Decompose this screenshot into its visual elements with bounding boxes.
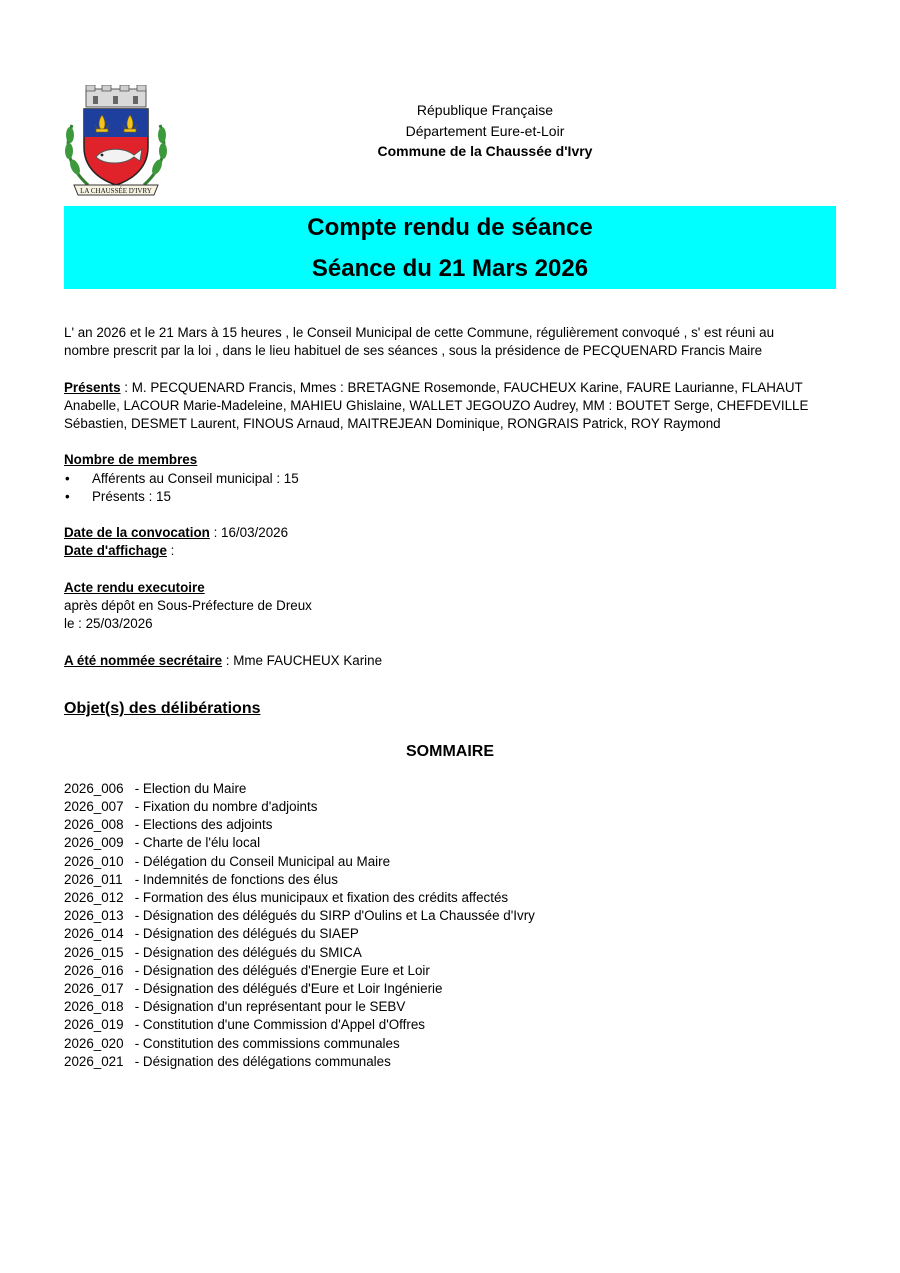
session-date: Séance du 21 Mars 2026 [311,255,589,282]
deliberation-title: - Désignation des délégués du SIRP d'Oulins et La Chaussée d'Ivry [131,908,535,924]
list-item: • Afférents au Conseil municipal : 15 [64,470,836,488]
presents-line: Anabelle, LACOUR Marie-Madeleine, MAHIEU Ghislaine, WALLET JEGOUZO Audrey, MM : BOUTET Serge, CHEFDEVILLE [64,397,809,413]
acte-line: après dépôt en Sous-Préfecture de Dreux [64,597,312,613]
intro-paragraph [64,324,836,360]
membres-label: Nombre de membres [64,452,198,468]
deliberation-number: 2026_018 [64,999,124,1015]
affichage-label: Date d'affichage [64,543,167,559]
sommaire-item [64,1035,836,1053]
objet-heading: Objet(s) des délibérations [64,699,261,717]
sommaire-item [64,1053,836,1071]
sommaire-item [64,998,836,1016]
affichage-line [64,542,836,560]
deliberation-title: - Désignation des délégués d'Eure et Loir Ingénierie [131,981,443,997]
deliberation-number: 2026_006 [64,780,124,796]
title-banner [64,206,836,289]
deliberation-title: - Désignation des délégués du SMICA [131,944,362,960]
membres-list [64,470,836,506]
deliberation-title: - Désignation d'un représentant pour le SEBV [131,999,406,1015]
deliberation-number: 2026_020 [64,1035,124,1051]
sommaire-item [64,962,836,980]
presents-line: Sébastien, DESMET Laurent, FINOUS Arnaud, MAITREJEAN Dominique, RONGRAIS Patrick, ROY Raymond [64,416,721,431]
deliberation-title: - Constitution des commissions communales [131,1035,400,1051]
secretaire-value: : Mme FAUCHEUX Karine [222,652,383,668]
deliberation-title: - Désignation des délégués du SIAEP [131,926,359,942]
deliberation-number: 2026_019 [64,1017,124,1033]
intro-line: L' an 2026 et le 21 Mars à 15 heures , le Conseil Municipal de cette Commune, régulièrement convoqué , s' est réuni au [64,325,775,340]
deliberation-number: 2026_014 [64,926,124,942]
deliberation-number: 2026_010 [64,853,124,869]
intro-line: nombre prescrit par la loi , dans le lieu habituel de ses séances , sous la présidence de PECQUENARD Francis Maire [64,343,763,359]
deliberation-number: 2026_009 [64,835,124,851]
sommaire-item [64,907,836,925]
commune-line: Commune de la Chaussée d'Ivry [377,143,593,159]
deliberation-title: - Fixation du nombre d'adjoints [131,798,318,814]
deliberation-number: 2026_017 [64,981,124,997]
sommaire-item [64,1016,836,1034]
convocation-value: : 16/03/2026 [209,525,289,541]
deliberation-title: - Désignation des délégations communales [131,1053,391,1069]
deliberation-title: - Désignation des délégués d'Energie Eure et Loir [131,962,430,978]
presents-paragraph [64,379,836,434]
convocation-label: Date de la convocation [64,525,210,541]
deliberation-title: - Constitution d'une Commission d'Appel d'Offres [131,1017,425,1033]
secretaire-line [64,652,836,670]
deliberation-number: 2026_013 [64,908,124,924]
sommaire-item [64,871,836,889]
secretaire-label: A été nommée secrétaire [64,652,223,668]
sommaire-item [64,816,836,834]
sommaire-item [64,944,836,962]
sommaire-item [64,925,836,943]
sommaire-item [64,889,836,907]
sommaire-item [64,853,836,871]
sommaire-heading: SOMMAIRE [406,742,494,760]
affichage-value: : [166,543,175,559]
deliberation-number: 2026_015 [64,944,124,960]
sommaire-item [64,834,836,852]
acte-label: Acte rendu executoire [64,579,205,595]
deliberation-number: 2026_016 [64,962,124,978]
sommaire-item [64,798,836,816]
svg-text:LA CHAUSSÉE D'IVRY: LA CHAUSSÉE D'IVRY [80,187,152,195]
deliberation-title: - Formation des élus municipaux et fixation des crédits affectés [131,890,509,905]
department-line: Département Eure-et-Loir [405,122,565,139]
deliberation-number: 2026_021 [64,1053,124,1069]
sommaire-item [64,780,836,798]
acte-line: le : 25/03/2026 [64,616,153,632]
sommaire-item [64,980,836,998]
deliberation-number: 2026_008 [64,817,124,833]
deliberation-title: - Indemnités de fonctions des élus [131,871,338,887]
document-body [64,324,836,1071]
presents-label: Présents [64,379,121,395]
issuing-authority [330,100,640,162]
document-title: Compte rendu de séance [307,214,593,241]
sommaire-list [64,780,836,1071]
deliberation-title: - Election du Maire [131,780,247,796]
deliberation-title: - Charte de l'élu local [131,835,261,851]
deliberation-number: 2026_011 [64,871,123,887]
deliberation-number: 2026_007 [64,798,124,814]
presents-line: : M. PECQUENARD Francis, Mmes : BRETAGNE Rosemonde, FAUCHEUX Karine, FAURE Laurianne, FLAHAUT [120,379,803,395]
deliberation-number: 2026_012 [64,890,124,905]
list-item: • Présents : 15 [64,488,836,506]
republic-line: République Française [416,102,554,118]
commune-crest-logo [62,85,170,200]
deliberation-title: - Elections des adjoints [131,817,273,833]
convocation-line [64,524,836,542]
deliberation-title: - Délégation du Conseil Municipal au Maire [131,853,391,869]
